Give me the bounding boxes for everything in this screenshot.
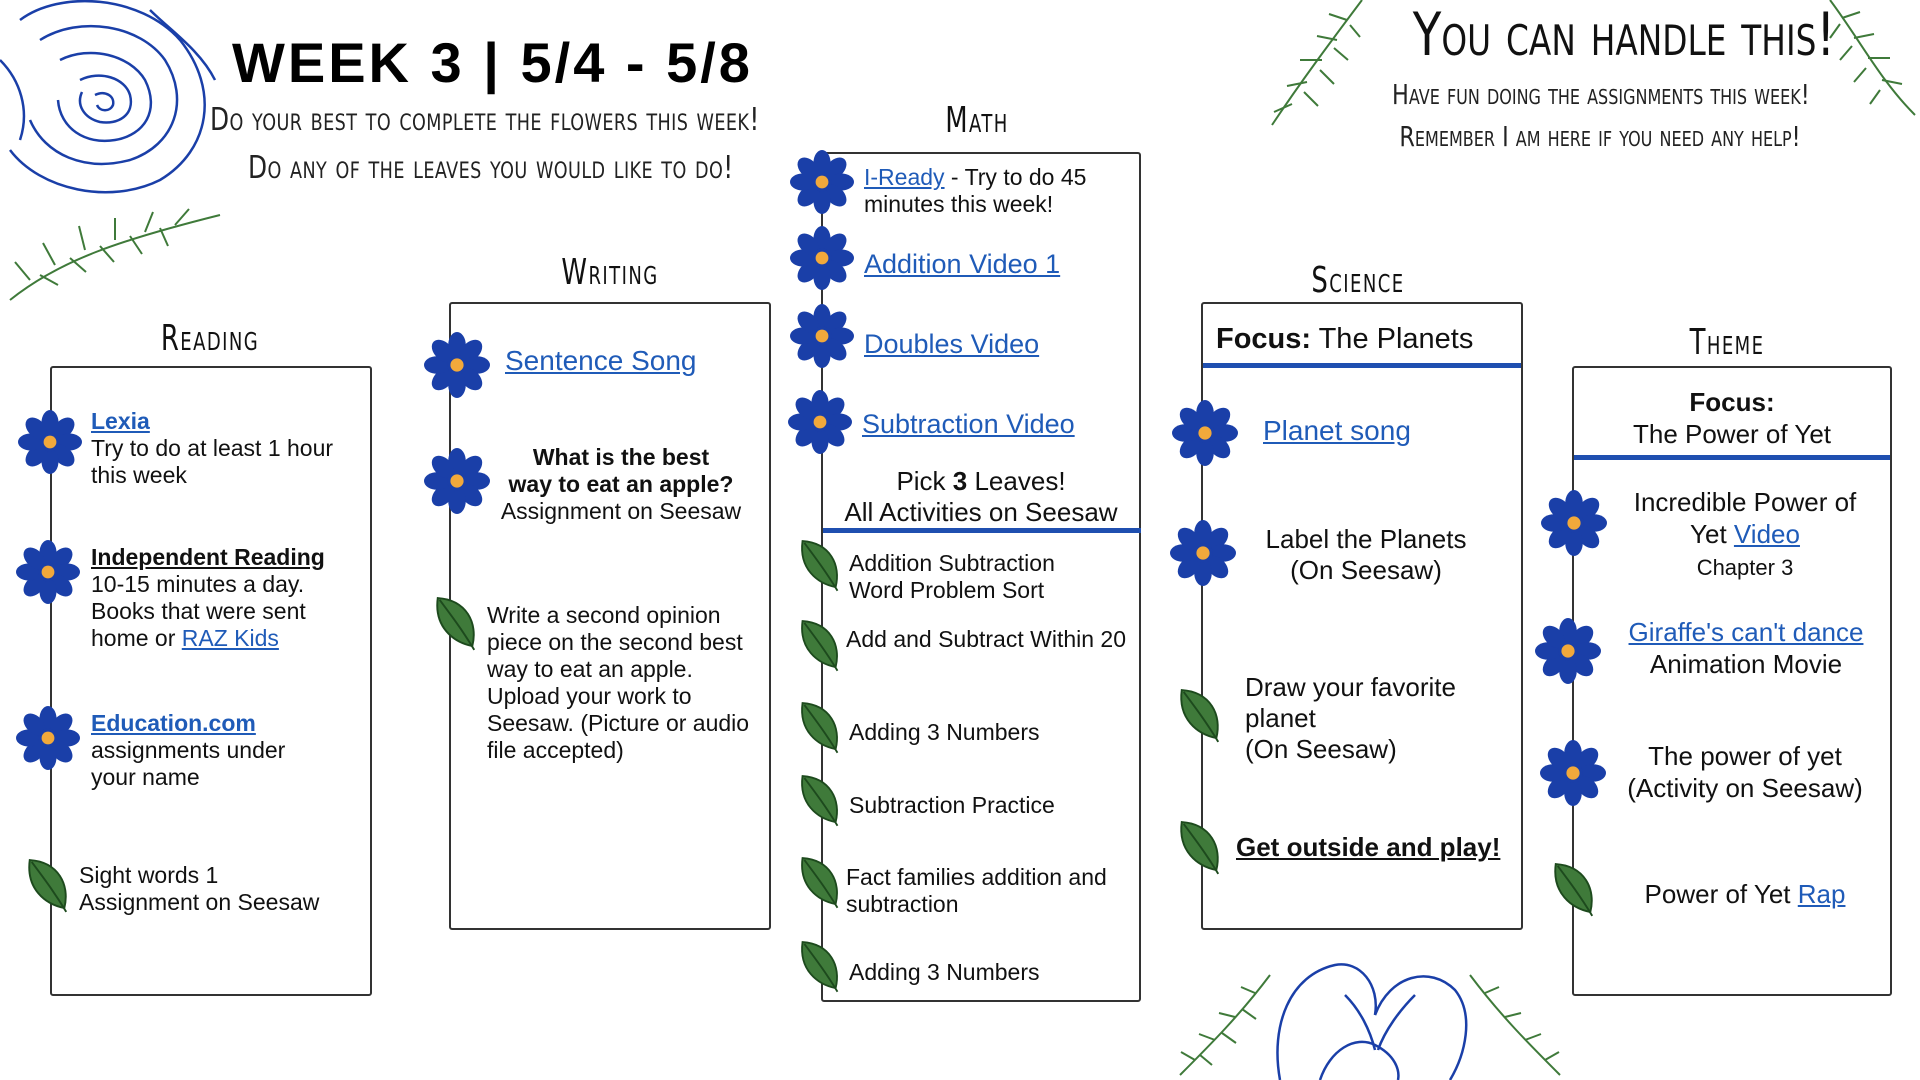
instructions-line-2: Do any of the leaves you would like to do! <box>248 150 734 186</box>
sentence-song-link[interactable]: Sentence Song <box>505 345 697 376</box>
reading-heading: Reading <box>160 318 260 359</box>
writing-heading: Writing <box>561 252 659 293</box>
get-outside-text: Get outside and play! <box>1236 832 1501 862</box>
leaf-icon <box>797 854 843 910</box>
pick-leaves-note <box>821 466 1141 528</box>
theme-divider <box>1574 455 1890 460</box>
addition-video-item <box>864 248 1134 280</box>
flower-icon <box>1535 618 1601 684</box>
theme-focus <box>1572 386 1892 450</box>
lexia-item <box>91 408 361 489</box>
math-heading: Math <box>945 100 1009 141</box>
apple-question-item <box>486 444 756 525</box>
raz-kids-link[interactable]: RAZ Kids <box>181 625 279 651</box>
sight-words-note: Assignment on Seesaw <box>79 889 320 915</box>
week-title: WEEK 3 | 5/4 - 5/8 <box>232 31 753 94</box>
rose-illustration <box>0 0 230 330</box>
science-heading: Science <box>1311 260 1405 301</box>
doubles-video-item <box>864 328 1134 360</box>
education-item <box>91 710 331 791</box>
power-of-yet-line-2: (Activity on Seesaw) <box>1627 773 1863 803</box>
power-rap-item <box>1600 878 1890 910</box>
apple-question-line-1: What is the best <box>532 444 710 470</box>
leaf-icon <box>797 617 843 673</box>
instructions-line-1: Do your best to complete the flowers this week! <box>210 102 760 138</box>
lexia-desc: Try to do at least 1 hour this week <box>91 435 334 488</box>
planet-song-link[interactable]: Planet song <box>1263 415 1411 446</box>
label-planets-line-2: (On Seesaw) <box>1290 555 1442 585</box>
pick-note: All Activities on Seesaw <box>844 497 1118 527</box>
flower-icon <box>790 304 854 368</box>
science-divider <box>1203 363 1521 368</box>
vine-illustration-left <box>1262 0 1372 130</box>
flower-icon <box>16 540 80 604</box>
lexia-link[interactable]: Lexia <box>91 408 150 434</box>
theme-focus-label: Focus: <box>1689 387 1775 417</box>
leaf-icon <box>1550 860 1598 918</box>
leaf-icon <box>797 537 843 593</box>
flower-icon <box>424 332 490 398</box>
chapter-note: Chapter 3 <box>1696 555 1794 580</box>
leaf-icon <box>1176 818 1224 876</box>
pick-number: 3 <box>952 466 968 496</box>
pick-prefix: Pick <box>896 466 953 496</box>
power-of-yet-line-1: The power of yet <box>1648 741 1842 771</box>
subtraction-video-item <box>862 408 1137 440</box>
power-rap-prefix: Power of Yet <box>1644 879 1798 909</box>
motto-line-1: Have fun doing the assignments this week! <box>1392 78 1810 111</box>
doubles-video-link[interactable]: Doubles Video <box>864 329 1040 359</box>
leaf-icon <box>432 594 480 652</box>
math-leaf-item: Add and Subtract Within 20 <box>846 626 1126 652</box>
flower-icon <box>424 448 490 514</box>
apple-question-line-2: way to eat an apple? <box>508 471 734 497</box>
power-of-yet-item <box>1600 740 1890 804</box>
apple-question-note: Assignment on Seesaw <box>500 498 742 524</box>
flower-icon <box>1540 740 1606 806</box>
leaf-icon <box>797 699 843 755</box>
draw-planet-item <box>1245 672 1505 765</box>
giraffe-desc: Animation Movie <box>1649 649 1843 679</box>
math-leaf-item: Addition Subtraction Word Problem Sort <box>849 550 1055 603</box>
sentence-song-item <box>505 344 755 378</box>
get-outside-item <box>1236 832 1521 863</box>
sight-words-item <box>79 862 359 916</box>
science-focus <box>1216 322 1516 356</box>
theme-focus-topic: The Power of Yet <box>1632 419 1832 449</box>
flower-icon <box>790 226 854 290</box>
incredible-yet: Yet <box>1690 519 1734 549</box>
leaf-icon <box>797 938 843 994</box>
label-planets-item <box>1232 524 1500 586</box>
draw-planet-text: Draw your favorite planet <box>1245 672 1456 733</box>
pick-suffix: Leaves! <box>967 466 1066 496</box>
leaf-icon <box>1176 686 1224 744</box>
sight-words-title: Sight words 1 <box>79 862 219 888</box>
planet-song-item <box>1263 414 1503 448</box>
leaf-icon <box>24 856 72 914</box>
math-leaf-item: Adding 3 Numbers <box>849 959 1040 985</box>
flower-icon <box>788 390 852 454</box>
bottom-flower-illustration <box>1170 955 1570 1080</box>
subtraction-video-link[interactable]: Subtraction Video <box>862 409 1075 439</box>
label-planets-line-1: Label the Planets <box>1265 524 1467 554</box>
math-leaf-item: Fact families addition and subtraction <box>846 864 1107 917</box>
education-link[interactable]: Education.com <box>91 710 256 736</box>
math-leaf-item: Subtraction Practice <box>849 792 1055 818</box>
independent-reading-title: Independent Reading <box>91 544 325 570</box>
leaf-icon <box>797 772 843 828</box>
rap-link[interactable]: Rap <box>1797 879 1846 909</box>
flower-icon <box>16 706 80 770</box>
iready-link[interactable]: I-Ready <box>864 164 945 190</box>
iready-desc: - Try to do 45 minutes this week! <box>864 164 1087 217</box>
opinion-piece-item: Write a second opinion piece on the second best way to eat an apple. Upload your work to Seesaw. (Picture or audio file accepted) <box>487 602 750 763</box>
flower-icon <box>18 410 82 474</box>
math-divider <box>823 528 1141 533</box>
addition-video-link[interactable]: Addition Video 1 <box>864 249 1061 279</box>
theme-heading: Theme <box>1689 322 1765 363</box>
science-focus-topic: The Planets <box>1311 323 1474 355</box>
independent-reading-desc: 10-15 minutes a day. Books that were sent home or <box>91 571 306 651</box>
flower-icon <box>1172 400 1238 466</box>
science-focus-label: Focus: <box>1216 323 1312 355</box>
math-leaf-item: Adding 3 Numbers <box>849 719 1040 745</box>
independent-reading-item <box>91 544 361 652</box>
flower-icon <box>1541 490 1607 556</box>
draw-planet-note: (On Seesaw) <box>1245 734 1397 764</box>
flower-icon <box>790 150 854 214</box>
incredible-video-link[interactable]: Video <box>1733 519 1800 549</box>
iready-item <box>864 164 1134 218</box>
flower-icon <box>1170 520 1236 586</box>
education-desc: assignments under your name <box>91 737 286 790</box>
incredible-power-item <box>1600 486 1890 584</box>
incredible-line-1: Incredible Power of <box>1633 487 1857 517</box>
motto-line-2: Remember I am here if you need any help! <box>1399 120 1801 153</box>
giraffe-link[interactable]: Giraffe's can't dance <box>1628 617 1864 647</box>
motto-title: You can handle this! <box>1412 0 1836 70</box>
giraffe-item <box>1598 616 1894 680</box>
